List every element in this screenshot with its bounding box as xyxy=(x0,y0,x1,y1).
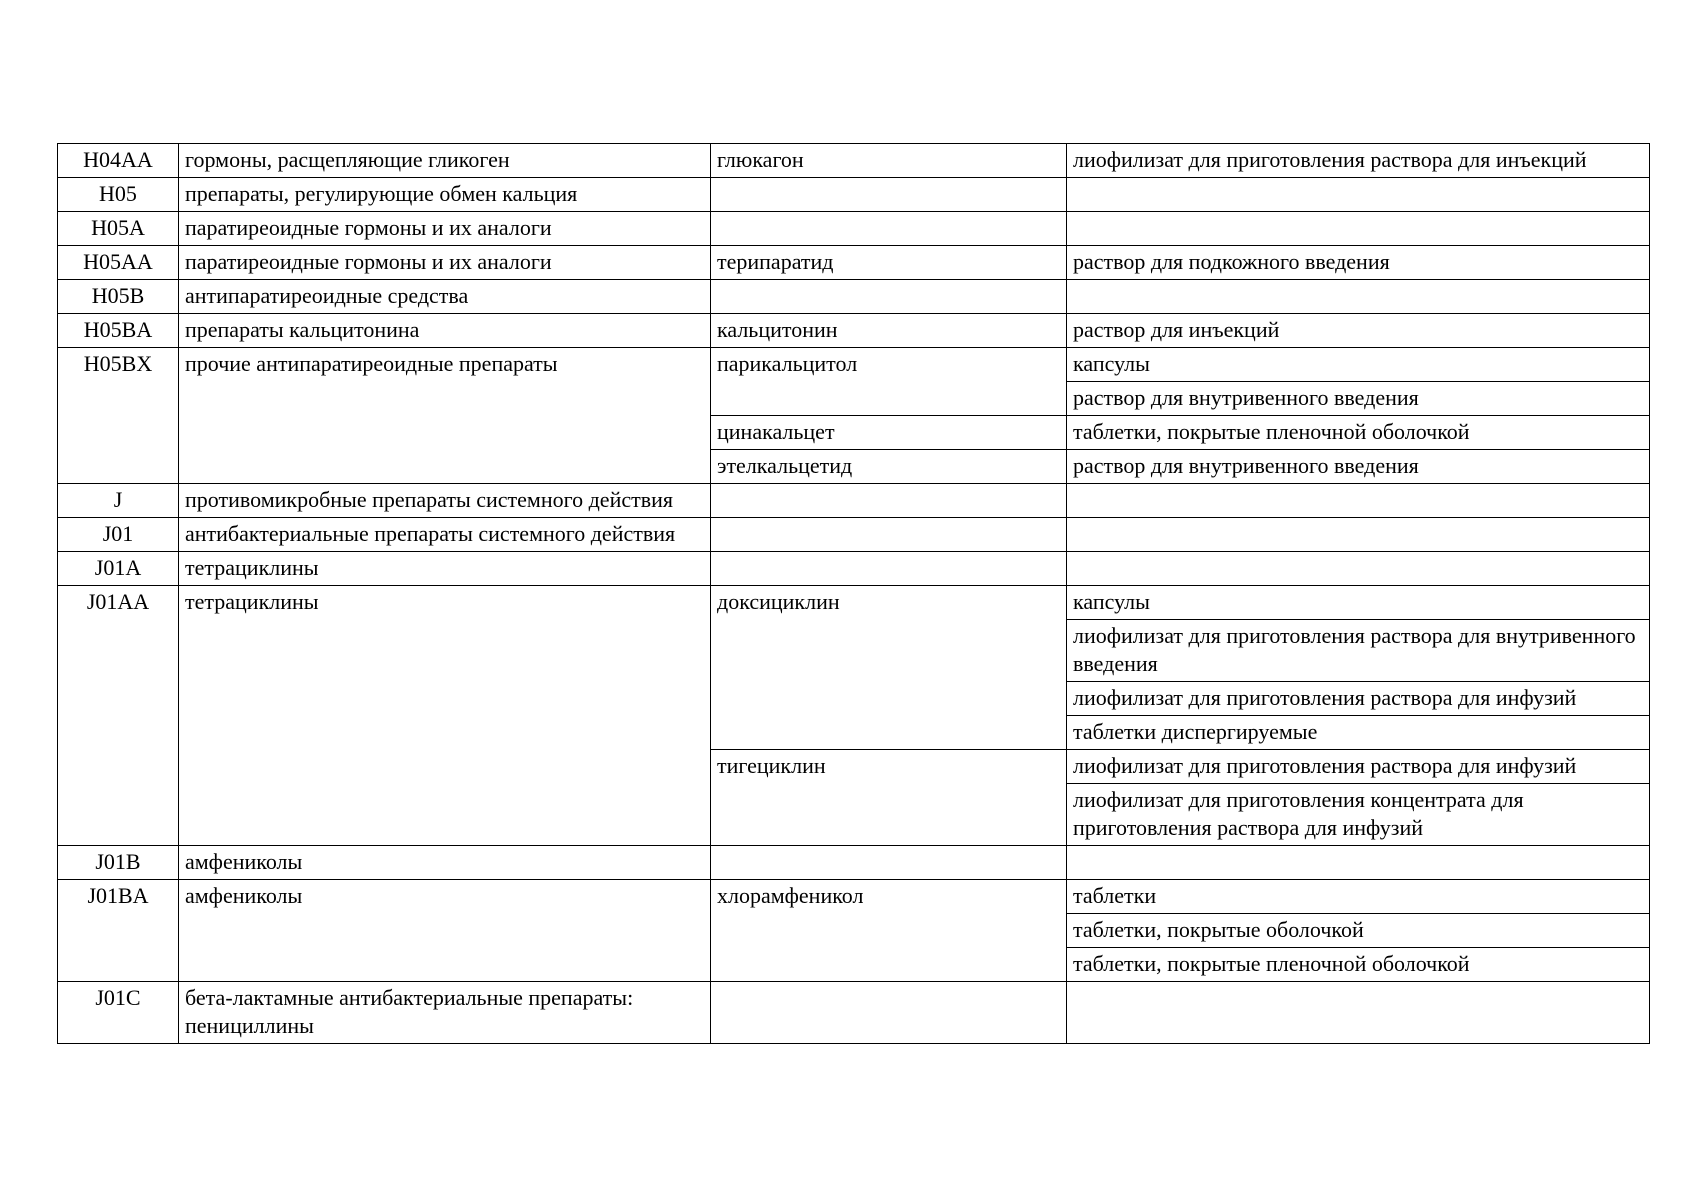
dosage-form-cell: раствор для внутривенного введения xyxy=(1067,450,1650,484)
atc-code-cell: H04AA xyxy=(58,144,179,178)
atc-code-cell: J01 xyxy=(58,518,179,552)
group-name-cell: амфениколы xyxy=(179,880,711,982)
atc-code-cell: J01B xyxy=(58,846,179,880)
group-name-cell: антибактериальные препараты системного действия xyxy=(179,518,711,552)
dosage-form-cell: таблетки, покрытые пленочной оболочкой xyxy=(1067,948,1650,982)
group-name-cell: прочие антипаратиреоидные препараты xyxy=(179,348,711,484)
dosage-form-cell xyxy=(1067,552,1650,586)
dosage-form-cell xyxy=(1067,280,1650,314)
dosage-form-cell: таблетки, покрытые оболочкой xyxy=(1067,914,1650,948)
atc-code-cell: H05A xyxy=(58,212,179,246)
table-row xyxy=(58,144,1650,178)
table-row xyxy=(58,314,1650,348)
atc-code-cell: H05 xyxy=(58,178,179,212)
dosage-form-cell xyxy=(1067,846,1650,880)
drug-name-cell: терипаратид xyxy=(711,246,1067,280)
table-row xyxy=(58,212,1650,246)
drug-name-cell xyxy=(711,518,1067,552)
group-name-cell: амфениколы xyxy=(179,846,711,880)
group-name-cell: гормоны, расщепляющие гликоген xyxy=(179,144,711,178)
dosage-form-cell: раствор для инъекций xyxy=(1067,314,1650,348)
table-row xyxy=(58,880,1650,914)
group-name-cell: тетрациклины xyxy=(179,586,711,846)
dosage-form-cell: таблетки диспергируемые xyxy=(1067,716,1650,750)
table-row xyxy=(58,518,1650,552)
drug-name-cell: этелкальцетид xyxy=(711,450,1067,484)
dosage-form-cell xyxy=(1067,484,1650,518)
group-name-cell: паратиреоидные гормоны и их аналоги xyxy=(179,212,711,246)
atc-code-cell: J01AA xyxy=(58,586,179,846)
drug-name-cell: глюкагон xyxy=(711,144,1067,178)
group-name-cell: паратиреоидные гормоны и их аналоги xyxy=(179,246,711,280)
drug-name-cell: хлорамфеникол xyxy=(711,880,1067,982)
drug-name-cell: кальцитонин xyxy=(711,314,1067,348)
dosage-form-cell: таблетки, покрытые пленочной оболочкой xyxy=(1067,416,1650,450)
drug-name-cell xyxy=(711,212,1067,246)
table-row xyxy=(58,586,1650,620)
drug-name-cell xyxy=(711,484,1067,518)
dosage-form-cell xyxy=(1067,982,1650,1044)
dosage-form-cell: лиофилизат для приготовления концентрата для приготовления раствора для инфузий xyxy=(1067,784,1650,846)
drug-name-cell xyxy=(711,982,1067,1044)
drug-name-cell xyxy=(711,552,1067,586)
dosage-form-cell: таблетки xyxy=(1067,880,1650,914)
table-row xyxy=(58,846,1650,880)
table-row xyxy=(58,982,1650,1044)
atc-code-cell: J01C xyxy=(58,982,179,1044)
drug-name-cell: тигециклин xyxy=(711,750,1067,846)
drug-classification-table xyxy=(57,143,1650,1044)
dosage-form-cell: лиофилизат для приготовления раствора для инфузий xyxy=(1067,750,1650,784)
atc-code-cell: H05B xyxy=(58,280,179,314)
drug-name-cell: доксициклин xyxy=(711,586,1067,750)
dosage-form-cell: раствор для внутривенного введения xyxy=(1067,382,1650,416)
dosage-form-cell: лиофилизат для приготовления раствора для инъекций xyxy=(1067,144,1650,178)
atc-code-cell: J01A xyxy=(58,552,179,586)
group-name-cell: бета-лактамные антибактериальные препараты: пенициллины xyxy=(179,982,711,1044)
dosage-form-cell xyxy=(1067,212,1650,246)
atc-code-cell: J xyxy=(58,484,179,518)
dosage-form-cell: капсулы xyxy=(1067,586,1650,620)
atc-code-cell: J01BA xyxy=(58,880,179,982)
group-name-cell: противомикробные препараты системного действия xyxy=(179,484,711,518)
dosage-form-cell xyxy=(1067,178,1650,212)
drug-name-cell: цинакальцет xyxy=(711,416,1067,450)
table-row xyxy=(58,348,1650,382)
group-name-cell: препараты кальцитонина xyxy=(179,314,711,348)
atc-code-cell: H05BX xyxy=(58,348,179,484)
table-row xyxy=(58,280,1650,314)
table-row xyxy=(58,484,1650,518)
dosage-form-cell: раствор для подкожного введения xyxy=(1067,246,1650,280)
dosage-form-cell: лиофилизат для приготовления раствора для внутривенного введения xyxy=(1067,620,1650,682)
atc-code-cell: H05AA xyxy=(58,246,179,280)
drug-name-cell xyxy=(711,280,1067,314)
group-name-cell: препараты, регулирующие обмен кальция xyxy=(179,178,711,212)
atc-code-cell: H05BA xyxy=(58,314,179,348)
dosage-form-cell xyxy=(1067,518,1650,552)
group-name-cell: тетрациклины xyxy=(179,552,711,586)
dosage-form-cell: лиофилизат для приготовления раствора для инфузий xyxy=(1067,682,1650,716)
drug-name-cell xyxy=(711,178,1067,212)
group-name-cell: антипаратиреоидные средства xyxy=(179,280,711,314)
dosage-form-cell: капсулы xyxy=(1067,348,1650,382)
drug-name-cell xyxy=(711,846,1067,880)
table-row xyxy=(58,552,1650,586)
table-row xyxy=(58,246,1650,280)
table-row xyxy=(58,178,1650,212)
drug-name-cell: парикальцитол xyxy=(711,348,1067,416)
